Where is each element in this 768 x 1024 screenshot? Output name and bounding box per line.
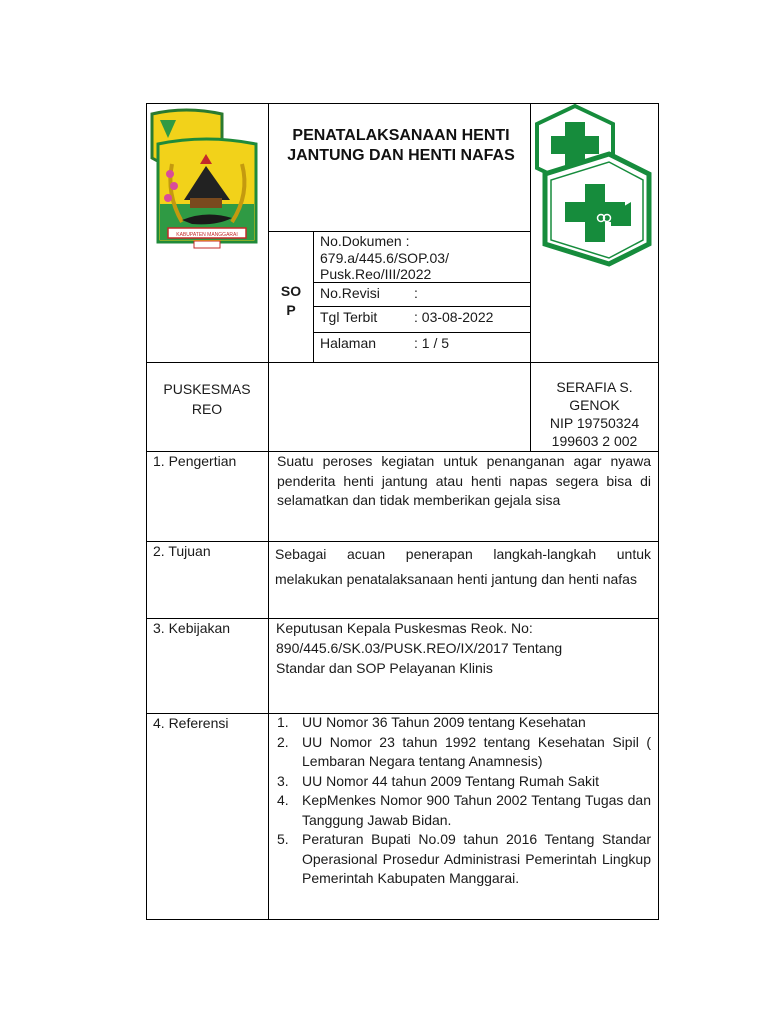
section-label-tujuan: 2. Tujuan bbox=[153, 543, 211, 559]
signatory-nip: NIP 19750324 199603 2 002 bbox=[549, 415, 640, 449]
terbit-bottom-line bbox=[313, 332, 531, 333]
list-item bbox=[277, 733, 651, 772]
list-item-text: UU Nomor 23 tahun 1992 tentang Kesehatan Sipil ( Lembaran Negara tentang Anamnesis) bbox=[302, 733, 651, 769]
list-item bbox=[277, 772, 651, 792]
table-border-right bbox=[658, 103, 659, 920]
section-label-kebijakan: 3. Kebijakan bbox=[153, 620, 231, 636]
no-revisi-value: : bbox=[414, 285, 418, 301]
section-text-pengertian: Suatu peroses kegiatan untuk penanganan agar nyawa penderita henti jantung atau henti napas segera bisa di selamatkan dan tidak memberikan gejala sisa bbox=[277, 453, 651, 508]
header-row-bottom bbox=[146, 362, 659, 363]
list-item-number: 4. bbox=[277, 792, 289, 808]
puskesmas-logo bbox=[531, 104, 658, 270]
list-item-number: 1. bbox=[277, 714, 289, 730]
list-item-text: Peraturan Bupati No.09 tahun 2016 Tentang Standar Operasional Prosedur Administrasi Pemerintah Lingkup Pemerintah Kabupaten Manggarai. bbox=[302, 831, 651, 886]
list-item-number: 3. bbox=[277, 772, 289, 789]
signatory-name: SERAFIA S. GENOK bbox=[556, 379, 633, 413]
no-revisi-label: No.Revisi bbox=[320, 285, 380, 301]
list-item-text: KepMenkes Nomor 900 Tahun 2002 Tentang Tugas dan Tanggung Jawab Bidan. bbox=[302, 792, 651, 828]
list-item-number: 5. bbox=[277, 831, 289, 847]
section-label-referensi: 4. Referensi bbox=[153, 715, 229, 731]
document-title: PENATALAKSANAAN HENTI JANTUNG DAN HENTI NAFAS bbox=[287, 127, 515, 164]
halaman-label: Halaman bbox=[320, 335, 377, 351]
puskesmas-name: PUSKESMAS REO bbox=[163, 381, 251, 417]
section-text-kebijakan: Keputusan Kepala Puskesmas Reok. No: 890/445.6/SK.03/PUSK.REO/IX/2017 Tentang Standar dan SOP Pelayanan Klinis bbox=[276, 620, 563, 676]
revisi-bottom-line bbox=[313, 306, 531, 307]
list-item bbox=[277, 830, 651, 889]
title-bottom-line bbox=[268, 231, 531, 232]
list-item-text: UU Nomor 36 Tahun 2009 tentang Kesehatan bbox=[302, 714, 586, 730]
tgl-terbit-label: Tgl Terbit bbox=[320, 309, 378, 325]
column-divider-left bbox=[268, 103, 269, 920]
section-label-pengertian: 1. Pengertian bbox=[153, 453, 237, 469]
halaman-value: : 1 / 5 bbox=[414, 335, 450, 351]
table-border-bottom bbox=[146, 919, 659, 920]
logo-banner-text: KABUPATEN MANGGARAI bbox=[176, 232, 238, 238]
no-dokumen: No.Dokumen : 679.a/445.6/SOP.03/ Pusk.Reo/III/2022 bbox=[320, 233, 449, 282]
list-item-text: UU Nomor 44 tahun 2009 Tentang Rumah Sakit bbox=[302, 772, 600, 789]
list-item bbox=[277, 791, 651, 830]
list-item-number: 2. bbox=[277, 733, 289, 750]
tgl-terbit-value: : 03-08-2022 bbox=[414, 309, 494, 325]
list-item bbox=[277, 713, 651, 733]
section-text-tujuan: Sebagai acuan penerapan langkah-langkah untuk melakukan penatalaksanaan henti jantung dan henti nafas bbox=[275, 546, 651, 587]
sop-column-divider bbox=[313, 231, 314, 362]
kabupaten-logo bbox=[146, 104, 268, 254]
sop-label: SO P bbox=[280, 283, 302, 318]
referensi-list bbox=[277, 713, 651, 889]
